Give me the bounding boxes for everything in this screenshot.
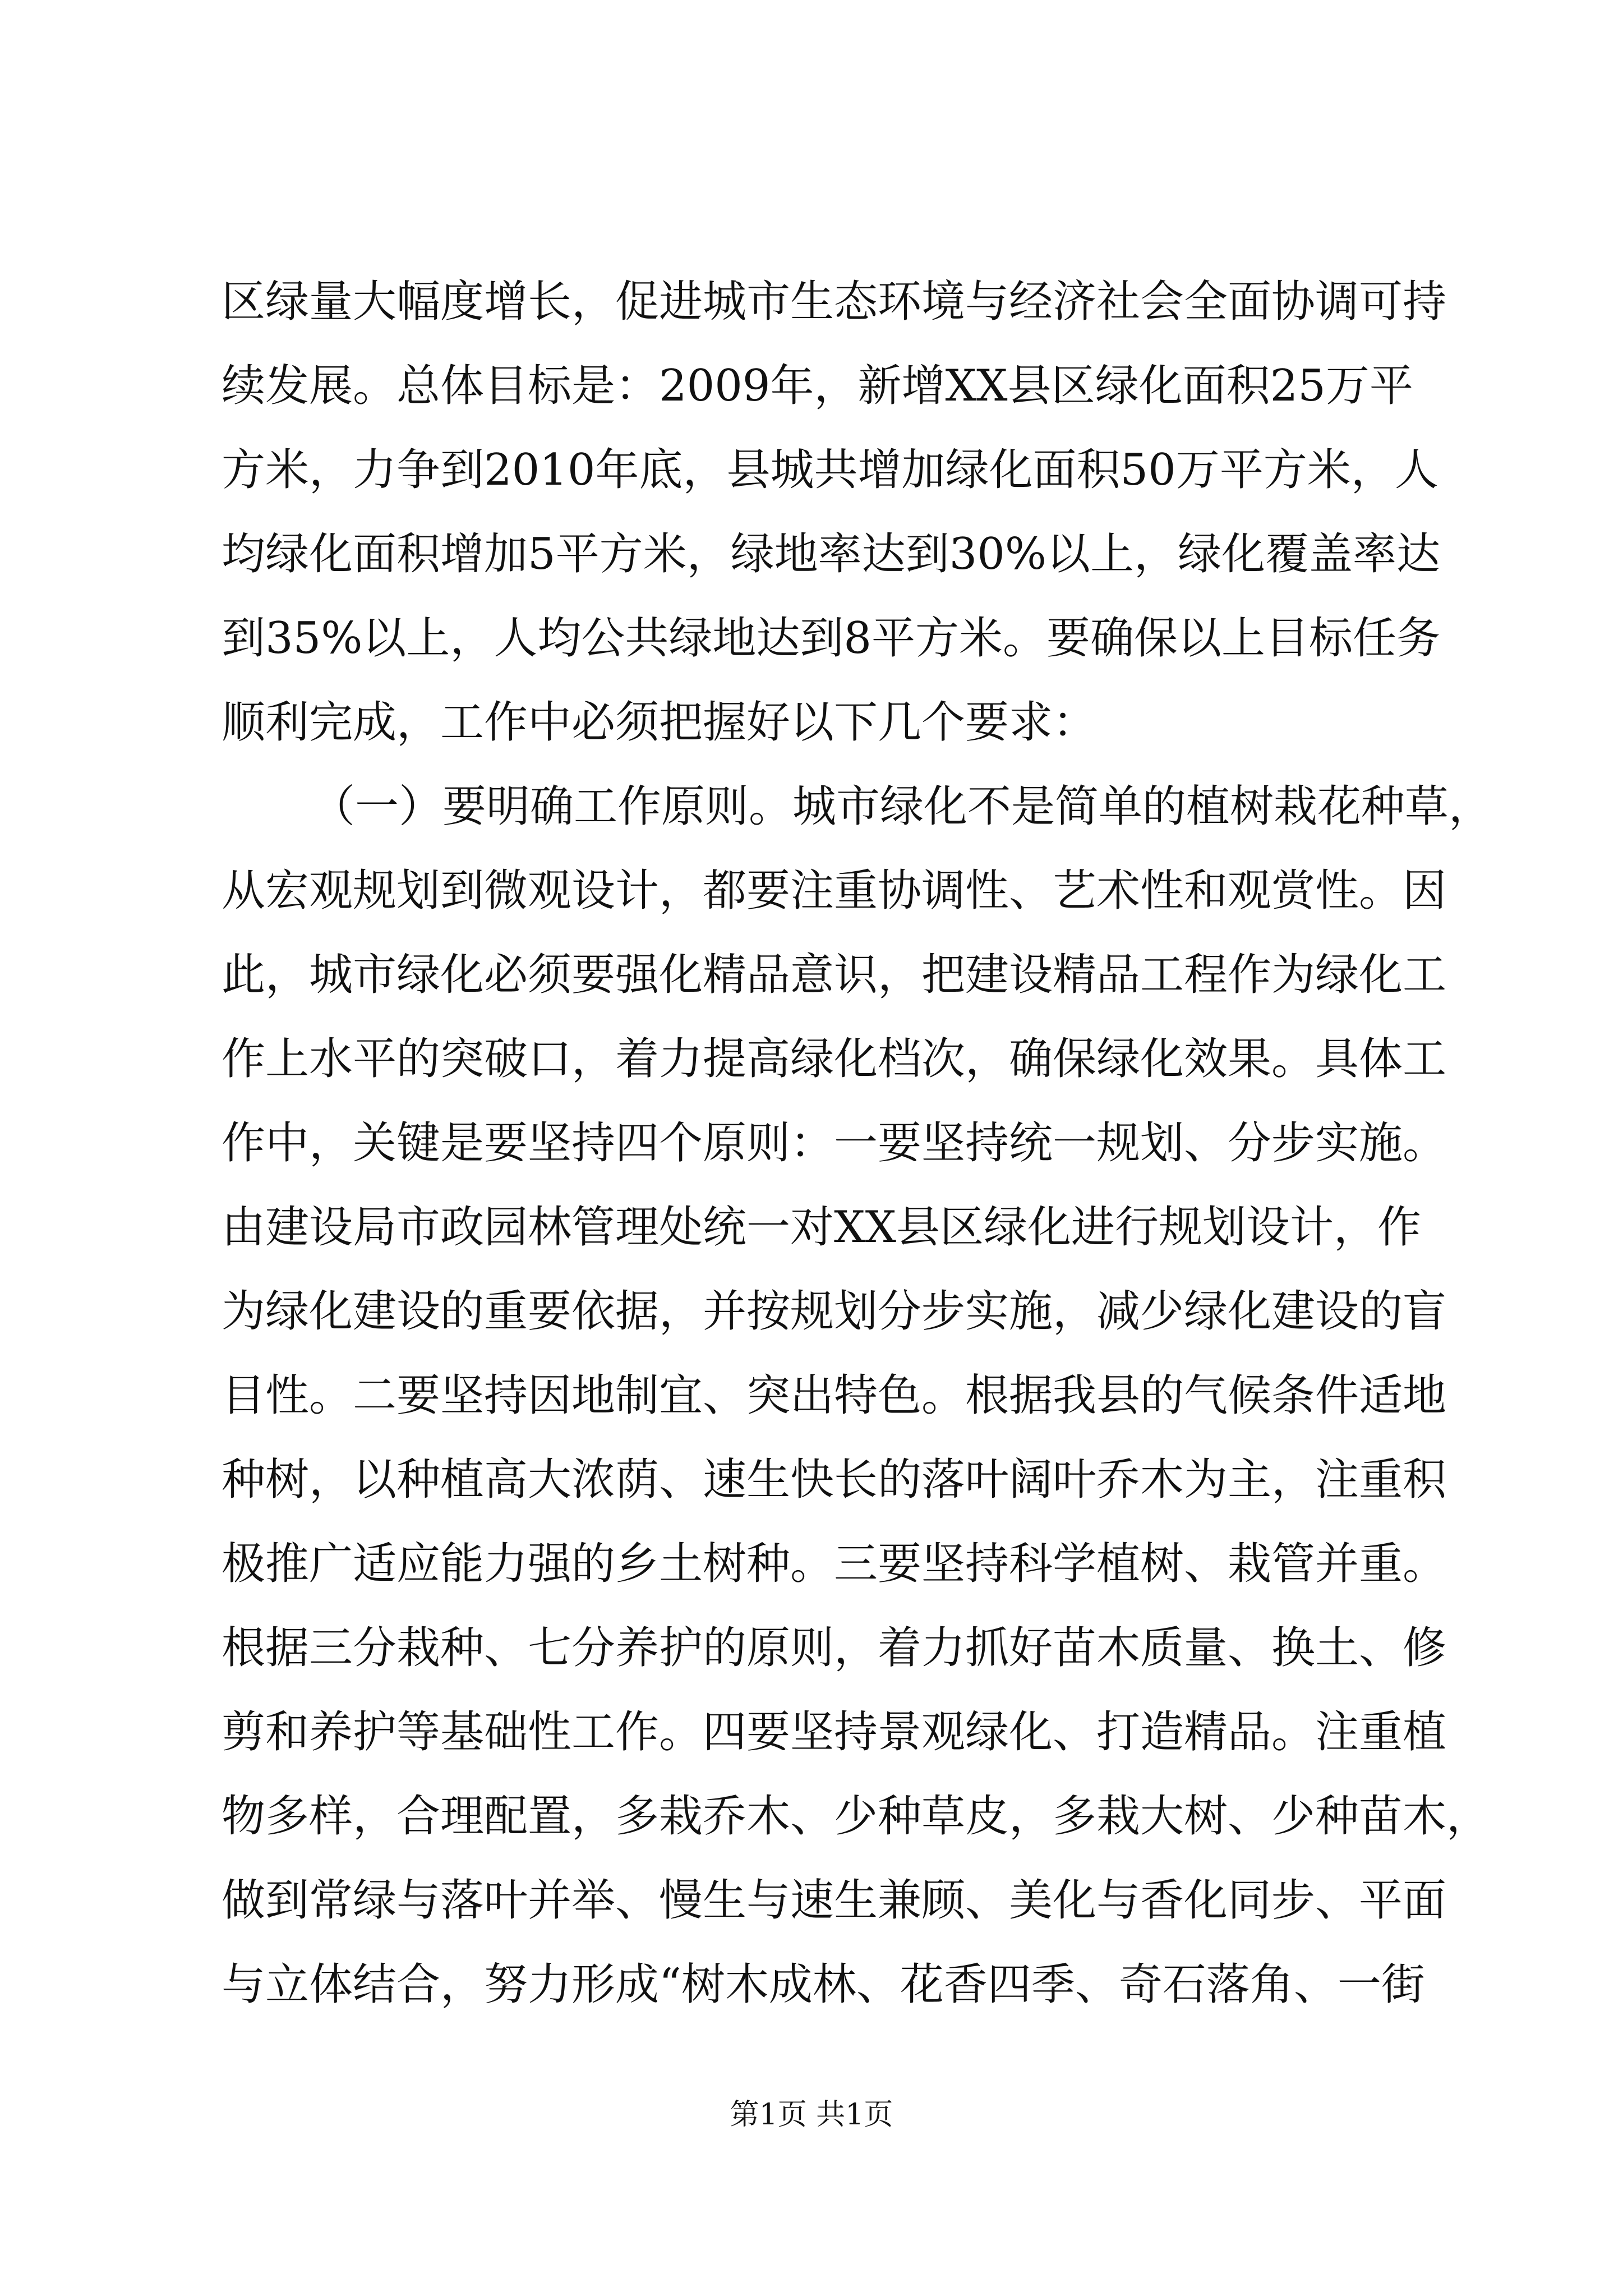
page-footer [0, 2092, 1623, 2137]
text-line: 续发展。总体目标是：2009年，新增XX县区绿化面积25万平 [222, 361, 1413, 411]
text-line: 此，城市绿化必须要强化精品意识，把建设精品工程作为绿化工 [222, 950, 1447, 1000]
text-line: 为绿化建设的重要依据，并按规划分步实施，减少绿化建设的盲 [222, 1286, 1447, 1337]
text-line: 物多样，合理配置，多栽乔木、少种草皮，多栽大树、少种苗木， [222, 1791, 1491, 1842]
paragraph-heading-line: （一）要明确工作原则。城市绿化不是简单的植树栽花种草， [311, 781, 1493, 832]
text-line: 剪和养护等基础性工作。四要坚持景观绿化、打造精品。注重植 [222, 1707, 1447, 1757]
page-number-label: 第1页 共1页 [730, 2098, 893, 2132]
text-line: 做到常绿与落叶并举、慢生与速生兼顾、美化与香化同步、平面 [222, 1875, 1447, 1926]
text-line: 根据三分栽种、七分养护的原则，着力抓好苗木质量、换土、修 [222, 1623, 1447, 1673]
text-line: 区绿量大幅度增长，促进城市生态环境与经济社会全面协调可持 [222, 277, 1447, 327]
text-line: 作中，关键是要坚持四个原则：一要坚持统一规划、分步实施。 [222, 1118, 1447, 1168]
text-line: 种树，以种植高大浓荫、速生快长的落叶阔叶乔木为主，注重积 [222, 1455, 1447, 1505]
text-line: 由建设局市政园林管理处统一对XX县区绿化进行规划设计，作 [222, 1202, 1422, 1253]
text-line: 从宏观规划到微观设计，都要注重协调性、艺术性和观赏性。因 [222, 866, 1447, 916]
text-line: 到35%以上，人均公共绿地达到8平方米。要确保以上目标任务 [222, 613, 1440, 664]
text-line: 作上水平的突破口，着力提高绿化档次，确保绿化效果。具体工 [222, 1034, 1447, 1084]
text-line: 极推广适应能力强的乡土树种。三要坚持科学植树、栽管并重。 [222, 1539, 1447, 1589]
text-line: 与立体结合，努力形成“树木成林、花香四季、奇石落角、一街 [222, 1959, 1425, 2010]
text-line: 方米，力争到2010年底，县城共增加绿化面积50万平方米，人 [222, 445, 1438, 495]
text-line: 顺利完成，工作中必须把握好以下几个要求： [222, 697, 1097, 748]
text-line: 均绿化面积增加5平方米，绿地率达到30%以上，绿化覆盖率达 [222, 529, 1440, 579]
text-line: 目性。二要坚持因地制宜、突出特色。根据我县的气候条件适地 [222, 1370, 1447, 1421]
